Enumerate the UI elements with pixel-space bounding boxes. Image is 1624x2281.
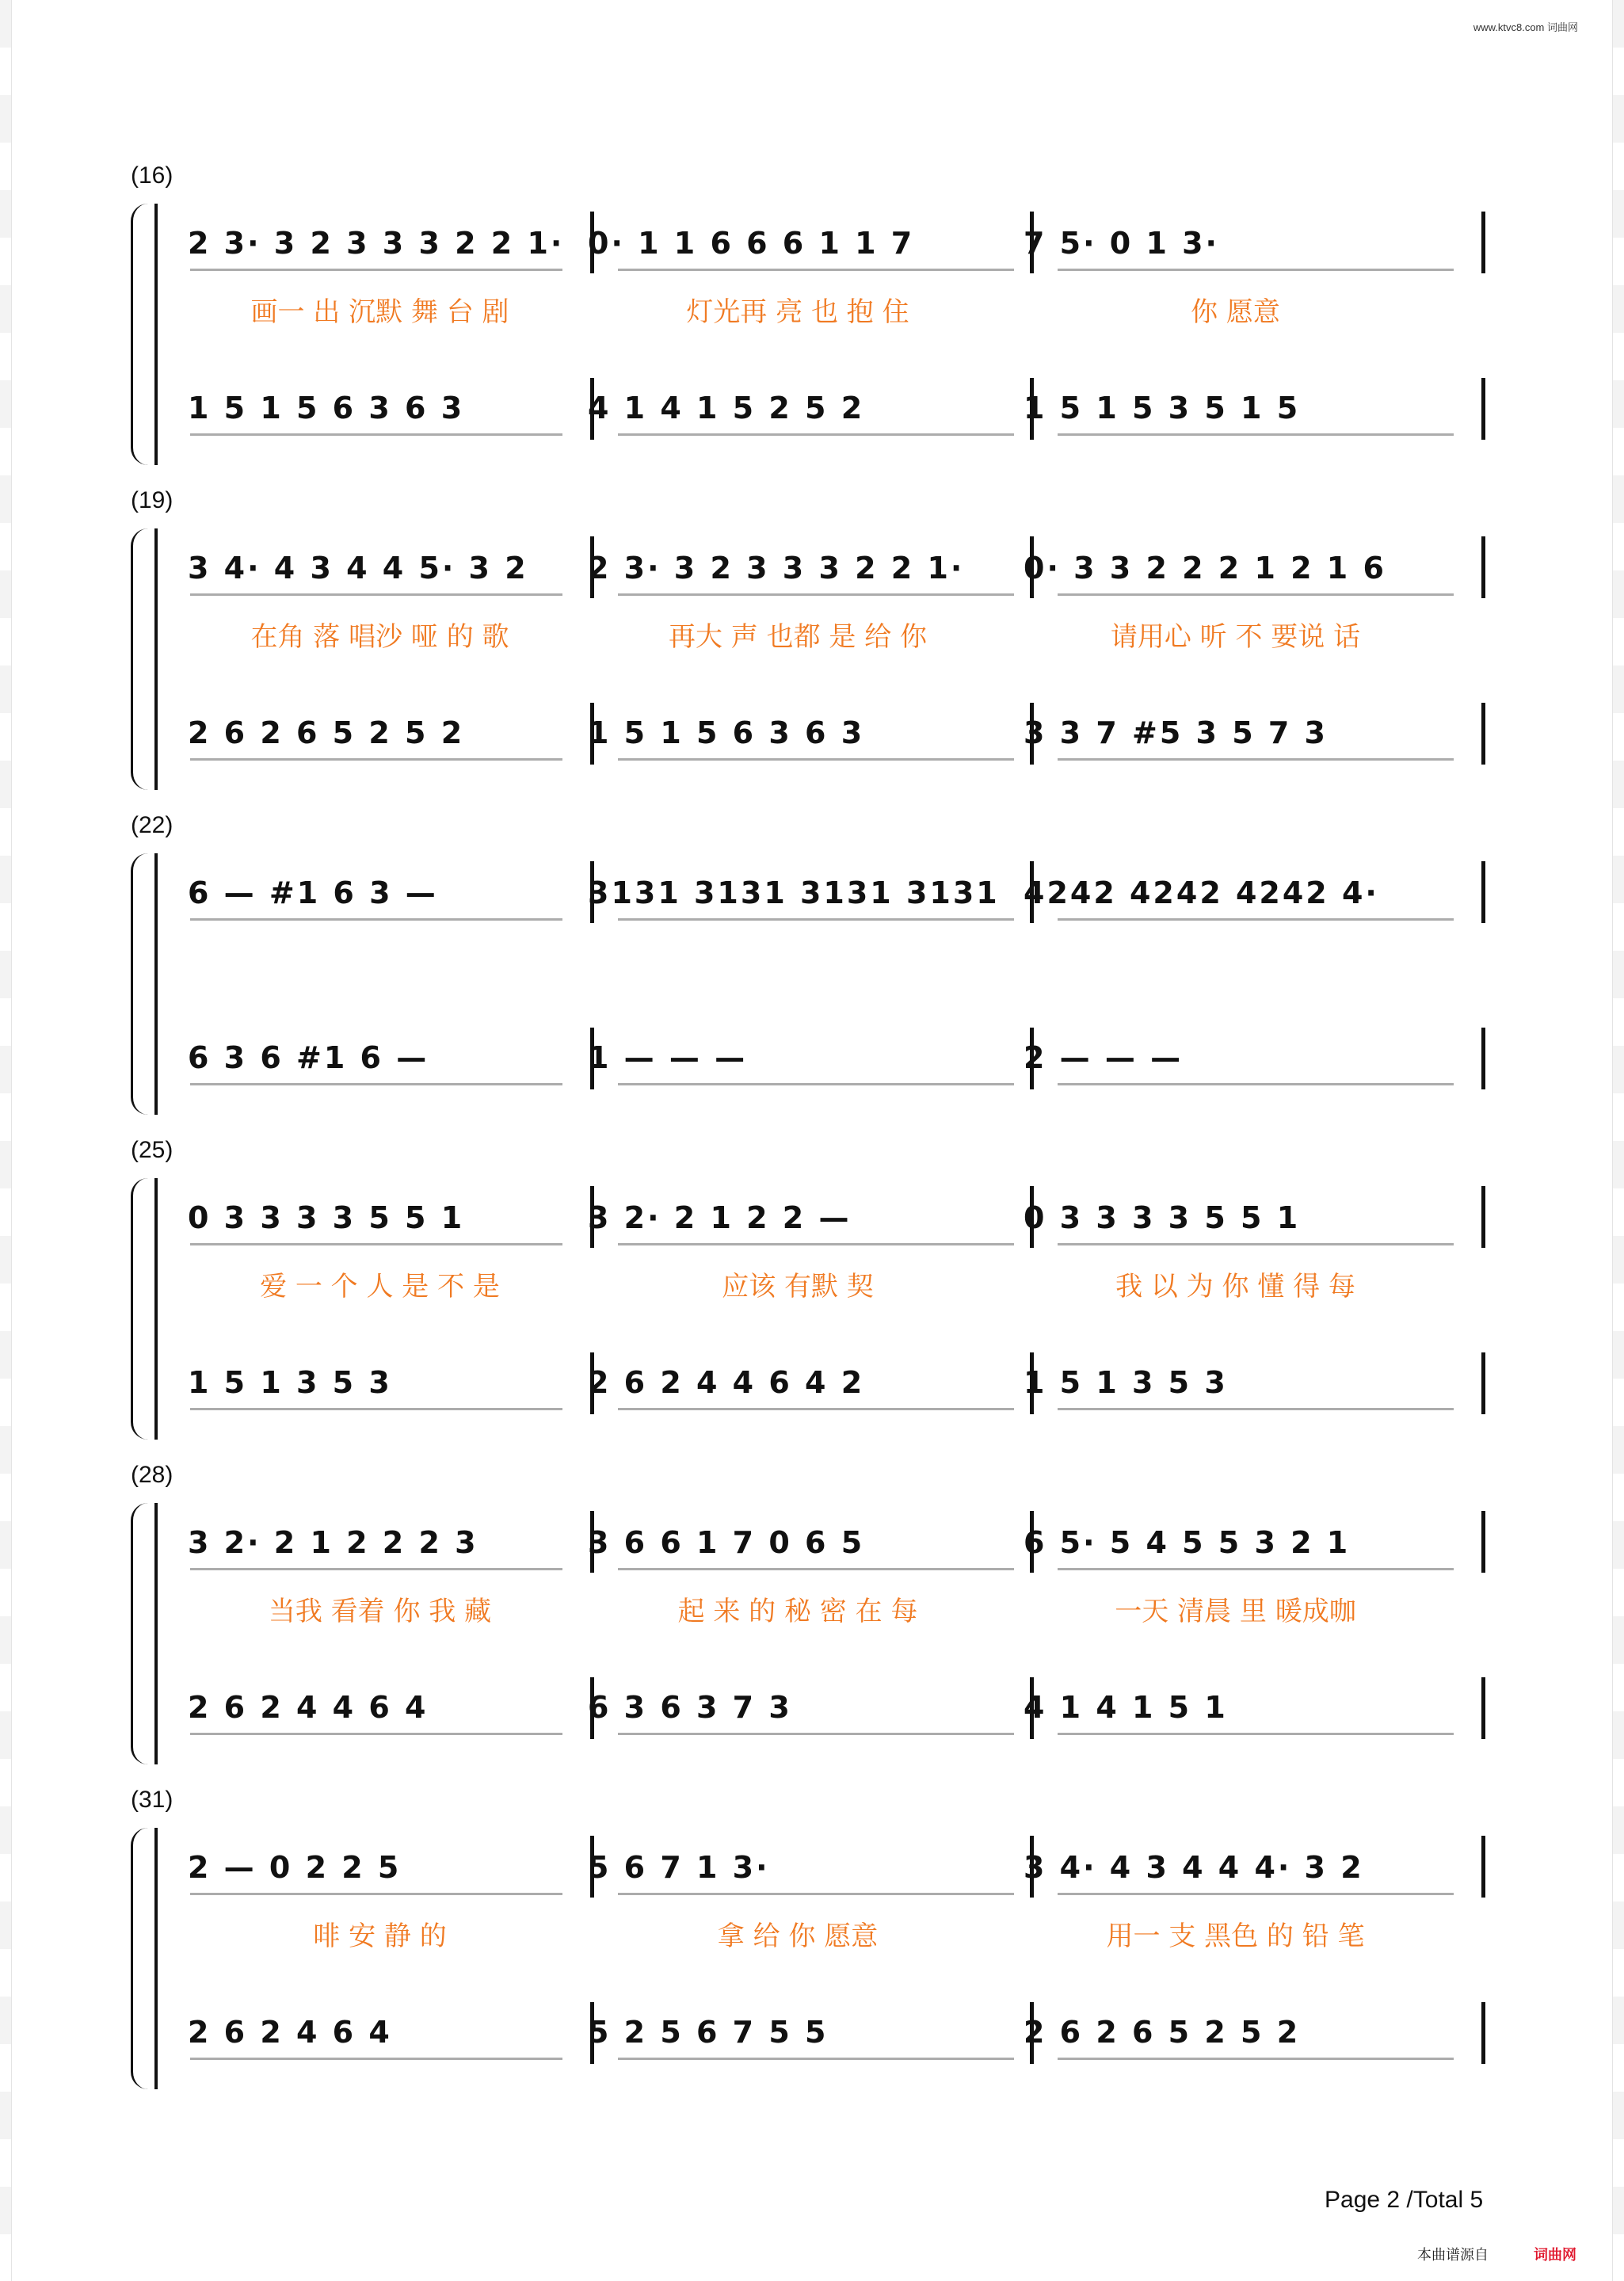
barline bbox=[1481, 1511, 1485, 1573]
measure: 5 2 5 6 7 5 5 bbox=[588, 2015, 829, 2050]
lyrics-row bbox=[188, 1913, 1463, 1953]
melody-row bbox=[188, 219, 1463, 267]
barline bbox=[1481, 1836, 1485, 1898]
site-watermark: www.ktvc8.com 词曲网 bbox=[1473, 21, 1578, 33]
measure: 6 5· 5 4 5 5 3 2 1 bbox=[1024, 1525, 1351, 1560]
measure-number: (16) bbox=[131, 162, 173, 189]
measure-number: (19) bbox=[131, 487, 173, 513]
measure: 7 5· 0 1 3· bbox=[1024, 226, 1219, 261]
measure: 2 6 2 6 5 2 5 2 bbox=[188, 715, 465, 750]
beam-underline bbox=[618, 269, 1014, 271]
measure: 1 5 1 5 6 3 6 3 bbox=[588, 715, 865, 750]
measure: 0· 3 3 2 2 2 1 2 1 6 bbox=[1024, 551, 1386, 586]
lyric-line: 灯光再 亮 也 抱 住 bbox=[686, 296, 909, 328]
beam-underline bbox=[190, 1083, 562, 1085]
measure: 3131 3131 3131 3131 bbox=[588, 875, 1000, 910]
measure: 3 4· 4 3 4 4 5· 3 2 bbox=[188, 551, 528, 586]
measure: 3 2· 2 1 2 2 2 3 bbox=[188, 1525, 478, 1560]
beam-underline bbox=[1058, 1243, 1454, 1245]
beam-underline bbox=[618, 1083, 1014, 1085]
measure: 2 3· 3 2 3 3 3 2 2 1· bbox=[588, 551, 965, 586]
beam-underline bbox=[190, 758, 562, 761]
measure: 1 — — — bbox=[588, 1040, 748, 1075]
grand-staff-brace bbox=[131, 1828, 157, 2089]
lyric-line: 啡 安 静 的 bbox=[313, 1920, 447, 1952]
measure: 3 4· 4 3 4 4 4· 3 2 bbox=[1024, 1850, 1364, 1885]
lyric-line: 你 愿意 bbox=[1191, 296, 1280, 328]
measure: 2 6 2 6 5 2 5 2 bbox=[1024, 2015, 1301, 2050]
measure: 0 3 3 3 3 5 5 1 bbox=[1024, 1200, 1301, 1235]
lyric-line: 画一 出 沉默 舞 台 剧 bbox=[250, 296, 509, 328]
bass-row bbox=[188, 1684, 1463, 1731]
measure: 1 5 1 3 5 3 bbox=[188, 1365, 392, 1400]
source-credit bbox=[1417, 2244, 1576, 2264]
beam-underline bbox=[1058, 269, 1454, 271]
lyric-line: 应该 有默 契 bbox=[722, 1270, 874, 1303]
lyric-line: 起 来 的 秘 密 在 每 bbox=[677, 1595, 918, 1627]
beam-underline bbox=[1058, 918, 1454, 921]
system-line bbox=[154, 528, 158, 790]
barline bbox=[1481, 703, 1485, 765]
measure: 1 5 1 3 5 3 bbox=[1024, 1365, 1228, 1400]
measure: 2 — 0 2 2 5 bbox=[188, 1850, 402, 1885]
right-margin-strip bbox=[1612, 0, 1624, 2281]
melody-row bbox=[188, 544, 1463, 592]
barline bbox=[1481, 1186, 1485, 1248]
score-system bbox=[131, 487, 1493, 804]
barline bbox=[1481, 212, 1485, 273]
barline bbox=[1481, 2002, 1485, 2064]
score-system bbox=[131, 1787, 1493, 2104]
measure-number: (25) bbox=[131, 1137, 173, 1163]
score-system bbox=[131, 1462, 1493, 1779]
barline bbox=[1481, 1352, 1485, 1414]
measure: 2 3· 3 2 3 3 3 2 2 1· bbox=[188, 226, 565, 261]
beam-underline bbox=[1058, 758, 1454, 761]
beam-underline bbox=[190, 1408, 562, 1410]
melody-row bbox=[188, 1194, 1463, 1242]
bass-row bbox=[188, 709, 1463, 757]
barline bbox=[1481, 378, 1485, 440]
measure: 2 6 2 4 6 4 bbox=[188, 2015, 392, 2050]
beam-underline bbox=[190, 593, 562, 596]
beam-underline bbox=[1058, 1568, 1454, 1570]
beam-underline bbox=[1058, 1733, 1454, 1735]
beam-underline bbox=[1058, 1408, 1454, 1410]
beam-underline bbox=[1058, 1083, 1454, 1085]
source-label: 本曲谱源自 bbox=[1416, 2247, 1489, 2263]
measure: 2 6 2 4 4 6 4 2 bbox=[588, 1365, 865, 1400]
grand-staff-brace bbox=[131, 204, 157, 465]
barline bbox=[1481, 861, 1485, 923]
measure: 0· 1 1 6 6 6 1 1 7 bbox=[588, 226, 915, 261]
beam-underline bbox=[190, 2058, 562, 2060]
measure-number: (28) bbox=[131, 1462, 173, 1488]
grand-staff-brace bbox=[131, 528, 157, 790]
lyric-line: 在角 落 唱沙 哑 的 歌 bbox=[250, 620, 509, 653]
measure: 6 — #1 6 3 — bbox=[188, 875, 438, 910]
melody-row bbox=[188, 869, 1463, 917]
beam-underline bbox=[618, 1408, 1014, 1410]
beam-underline bbox=[190, 1893, 562, 1895]
left-margin-strip bbox=[0, 0, 12, 2281]
page-indicator: Page 2 /Total 5 bbox=[1325, 2187, 1484, 2213]
lyric-line: 拿 给 你 愿意 bbox=[717, 1920, 879, 1952]
score-system bbox=[131, 1137, 1493, 1454]
beam-underline bbox=[1058, 433, 1454, 436]
bass-row bbox=[188, 1359, 1463, 1406]
lyric-line: 请用心 听 不 要说 话 bbox=[1110, 620, 1361, 653]
bass-row bbox=[188, 1034, 1463, 1081]
lyric-line: 用一 支 黑色 的 铅 笔 bbox=[1106, 1920, 1365, 1952]
melody-row bbox=[188, 1519, 1463, 1566]
measure: 2 — — — bbox=[1024, 1040, 1184, 1075]
measure-number: (31) bbox=[131, 1787, 173, 1813]
measure: 2 6 2 4 4 6 4 bbox=[188, 1690, 429, 1725]
beam-underline bbox=[1058, 1893, 1454, 1895]
beam-underline bbox=[190, 433, 562, 436]
beam-underline bbox=[618, 433, 1014, 436]
barline bbox=[1481, 1677, 1485, 1739]
bass-row bbox=[188, 2008, 1463, 2056]
beam-underline bbox=[618, 758, 1014, 761]
lyric-line: 爱 一 个 人 是 不 是 bbox=[260, 1270, 500, 1303]
lyrics-row bbox=[188, 939, 1463, 978]
grand-staff-brace bbox=[131, 1503, 157, 1764]
lyric-line: 当我 看着 你 我 藏 bbox=[268, 1595, 492, 1627]
system-line bbox=[154, 1828, 158, 2089]
measure: 4 1 4 1 5 1 bbox=[1024, 1690, 1228, 1725]
measure: 6 3 6 3 7 3 bbox=[588, 1690, 792, 1725]
brand-label: 词曲网 bbox=[1534, 2247, 1576, 2263]
lyrics-row bbox=[188, 289, 1463, 329]
barline bbox=[1481, 1028, 1485, 1089]
system-line bbox=[154, 1178, 158, 1440]
beam-underline bbox=[618, 918, 1014, 921]
lyrics-row bbox=[188, 1589, 1463, 1628]
beam-underline bbox=[618, 1243, 1014, 1245]
barline bbox=[1481, 536, 1485, 598]
measure: 1 5 1 5 3 5 1 5 bbox=[1024, 391, 1301, 425]
beam-underline bbox=[190, 1243, 562, 1245]
measure: 4242 4242 4242 4· bbox=[1024, 875, 1379, 910]
measure: 5 6 7 1 3· bbox=[588, 1850, 770, 1885]
grand-staff-brace bbox=[131, 1178, 157, 1440]
beam-underline bbox=[618, 1568, 1014, 1570]
melody-row bbox=[188, 1844, 1463, 1891]
score-system bbox=[131, 812, 1493, 1129]
system-line bbox=[154, 204, 158, 465]
beam-underline bbox=[190, 269, 562, 271]
measure: 0 3 3 3 3 5 5 1 bbox=[188, 1200, 465, 1235]
beam-underline bbox=[618, 1893, 1014, 1895]
beam-underline bbox=[618, 1733, 1014, 1735]
measure: 3 3 7 #5 3 5 7 3 bbox=[1024, 715, 1328, 750]
lyric-line: 我 以 为 你 懂 得 每 bbox=[1115, 1270, 1355, 1303]
measure: 1 5 1 5 6 3 6 3 bbox=[188, 391, 465, 425]
measure: 3 6 6 1 7 0 6 5 bbox=[588, 1525, 865, 1560]
bass-row bbox=[188, 384, 1463, 432]
beam-underline bbox=[190, 1733, 562, 1735]
measure-number: (22) bbox=[131, 812, 173, 838]
lyrics-row bbox=[188, 1264, 1463, 1303]
beam-underline bbox=[1058, 593, 1454, 596]
lyric-line: 再大 声 也都 是 给 你 bbox=[668, 620, 928, 653]
beam-underline bbox=[1058, 2058, 1454, 2060]
system-line bbox=[154, 853, 158, 1115]
beam-underline bbox=[190, 918, 562, 921]
measure: 6 3 6 #1 6 — bbox=[188, 1040, 429, 1075]
beam-underline bbox=[618, 593, 1014, 596]
score-system bbox=[131, 162, 1493, 479]
measure: 3 2· 2 1 2 2 — bbox=[588, 1200, 852, 1235]
lyrics-row bbox=[188, 614, 1463, 654]
measure: 4 1 4 1 5 2 5 2 bbox=[588, 391, 865, 425]
grand-staff-brace bbox=[131, 853, 157, 1115]
lyric-line: 一天 清晨 里 暖成咖 bbox=[1115, 1595, 1356, 1627]
system-line bbox=[154, 1503, 158, 1764]
beam-underline bbox=[618, 2058, 1014, 2060]
beam-underline bbox=[190, 1568, 562, 1570]
